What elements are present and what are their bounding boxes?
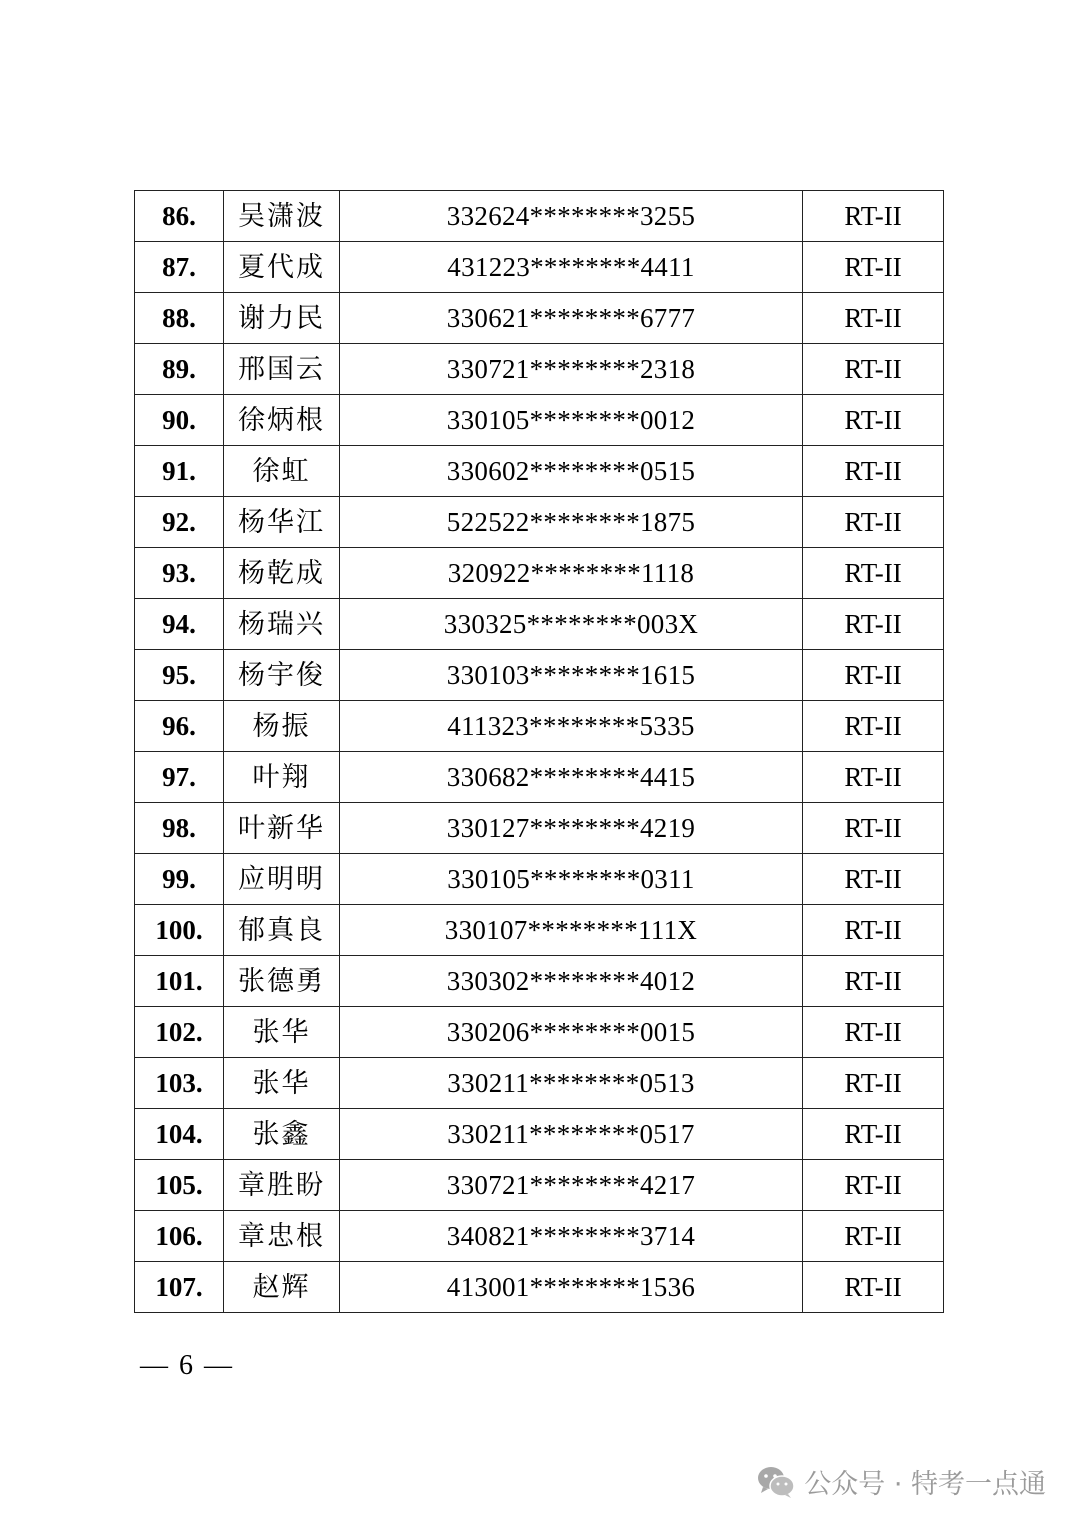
person-name: 叶新华 xyxy=(224,803,340,854)
table-row xyxy=(135,548,944,599)
id-number: 522522********1875 xyxy=(340,497,803,548)
person-name: 张华 xyxy=(224,1007,340,1058)
id-number: 413001********1536 xyxy=(340,1262,803,1313)
certificate-type: RT-II xyxy=(803,344,944,395)
table-row xyxy=(135,1007,944,1058)
roster-table xyxy=(134,190,944,1313)
row-number: 91. xyxy=(135,446,224,497)
row-number: 100. xyxy=(135,905,224,956)
person-name: 张华 xyxy=(224,1058,340,1109)
certificate-type: RT-II xyxy=(803,854,944,905)
person-name: 杨宇俊 xyxy=(224,650,340,701)
table-row xyxy=(135,344,944,395)
person-name: 徐虹 xyxy=(224,446,340,497)
row-number: 94. xyxy=(135,599,224,650)
table-row xyxy=(135,956,944,1007)
id-number: 330721********2318 xyxy=(340,344,803,395)
id-number: 340821********3714 xyxy=(340,1211,803,1262)
certificate-type: RT-II xyxy=(803,293,944,344)
id-number: 330682********4415 xyxy=(340,752,803,803)
row-number: 101. xyxy=(135,956,224,1007)
id-number: 330105********0311 xyxy=(340,854,803,905)
person-name: 夏代成 xyxy=(224,242,340,293)
person-name: 张德勇 xyxy=(224,956,340,1007)
watermark-text: 公众号 · 特考一点通 xyxy=(804,1469,1046,1500)
row-number: 88. xyxy=(135,293,224,344)
id-number: 330211********0517 xyxy=(340,1109,803,1160)
person-name: 章忠根 xyxy=(224,1211,340,1262)
person-name: 张鑫 xyxy=(224,1109,340,1160)
certificate-type: RT-II xyxy=(803,905,944,956)
row-number: 98. xyxy=(135,803,224,854)
row-number: 105. xyxy=(135,1160,224,1211)
table-row xyxy=(135,1109,944,1160)
person-name: 叶翔 xyxy=(224,752,340,803)
row-number: 97. xyxy=(135,752,224,803)
id-number: 330107********111X xyxy=(340,905,803,956)
row-number: 96. xyxy=(135,701,224,752)
table-row xyxy=(135,1211,944,1262)
row-number: 95. xyxy=(135,650,224,701)
person-name: 杨乾成 xyxy=(224,548,340,599)
row-number: 93. xyxy=(135,548,224,599)
certificate-type: RT-II xyxy=(803,497,944,548)
id-number: 330302********4012 xyxy=(340,956,803,1007)
table-row xyxy=(135,854,944,905)
person-name: 谢力民 xyxy=(224,293,340,344)
row-number: 107. xyxy=(135,1262,224,1313)
table-row xyxy=(135,446,944,497)
id-number: 330206********0015 xyxy=(340,1007,803,1058)
person-name: 吴潇波 xyxy=(224,191,340,242)
certificate-type: RT-II xyxy=(803,1058,944,1109)
table-row xyxy=(135,701,944,752)
person-name: 杨瑞兴 xyxy=(224,599,340,650)
certificate-type: RT-II xyxy=(803,446,944,497)
id-number: 320922********1118 xyxy=(340,548,803,599)
id-number: 411323********5335 xyxy=(340,701,803,752)
row-number: 89. xyxy=(135,344,224,395)
certificate-type: RT-II xyxy=(803,752,944,803)
page-number: — 6 — xyxy=(140,1350,234,1381)
row-number: 104. xyxy=(135,1109,224,1160)
id-number: 330721********4217 xyxy=(340,1160,803,1211)
person-name: 杨振 xyxy=(224,701,340,752)
certificate-type: RT-II xyxy=(803,956,944,1007)
id-number: 332624********3255 xyxy=(340,191,803,242)
certificate-type: RT-II xyxy=(803,650,944,701)
table-row xyxy=(135,395,944,446)
person-name: 邢国云 xyxy=(224,344,340,395)
wechat-watermark xyxy=(756,1462,1046,1501)
certificate-type: RT-II xyxy=(803,1262,944,1313)
person-name: 徐炳根 xyxy=(224,395,340,446)
certificate-type: RT-II xyxy=(803,242,944,293)
person-name: 杨华江 xyxy=(224,497,340,548)
table-row xyxy=(135,803,944,854)
table-row xyxy=(135,191,944,242)
table-row xyxy=(135,497,944,548)
row-number: 90. xyxy=(135,395,224,446)
id-number: 330325********003X xyxy=(340,599,803,650)
id-number: 431223********4411 xyxy=(340,242,803,293)
certificate-type: RT-II xyxy=(803,1007,944,1058)
table-row xyxy=(135,650,944,701)
certificate-type: RT-II xyxy=(803,599,944,650)
person-name: 章胜盼 xyxy=(224,1160,340,1211)
certificate-type: RT-II xyxy=(803,548,944,599)
certificate-type: RT-II xyxy=(803,191,944,242)
row-number: 102. xyxy=(135,1007,224,1058)
table-row xyxy=(135,599,944,650)
table-row xyxy=(135,1160,944,1211)
row-number: 99. xyxy=(135,854,224,905)
row-number: 92. xyxy=(135,497,224,548)
table-row xyxy=(135,905,944,956)
id-number: 330621********6777 xyxy=(340,293,803,344)
certificate-type: RT-II xyxy=(803,1211,944,1262)
certificate-type: RT-II xyxy=(803,803,944,854)
id-number: 330602********0515 xyxy=(340,446,803,497)
row-number: 103. xyxy=(135,1058,224,1109)
id-number: 330105********0012 xyxy=(340,395,803,446)
wechat-icon xyxy=(756,1465,796,1499)
certificate-type: RT-II xyxy=(803,701,944,752)
person-name: 应明明 xyxy=(224,854,340,905)
certificate-type: RT-II xyxy=(803,395,944,446)
certificate-type: RT-II xyxy=(803,1160,944,1211)
certificate-type: RT-II xyxy=(803,1109,944,1160)
table-row xyxy=(135,1058,944,1109)
id-number: 330103********1615 xyxy=(340,650,803,701)
row-number: 87. xyxy=(135,242,224,293)
table-row xyxy=(135,1262,944,1313)
row-number: 86. xyxy=(135,191,224,242)
row-number: 106. xyxy=(135,1211,224,1262)
table-row xyxy=(135,752,944,803)
person-name: 郁真良 xyxy=(224,905,340,956)
table-row xyxy=(135,293,944,344)
table-row xyxy=(135,242,944,293)
roster-table-body xyxy=(135,191,944,1313)
id-number: 330127********4219 xyxy=(340,803,803,854)
id-number: 330211********0513 xyxy=(340,1058,803,1109)
person-name: 赵辉 xyxy=(224,1262,340,1313)
